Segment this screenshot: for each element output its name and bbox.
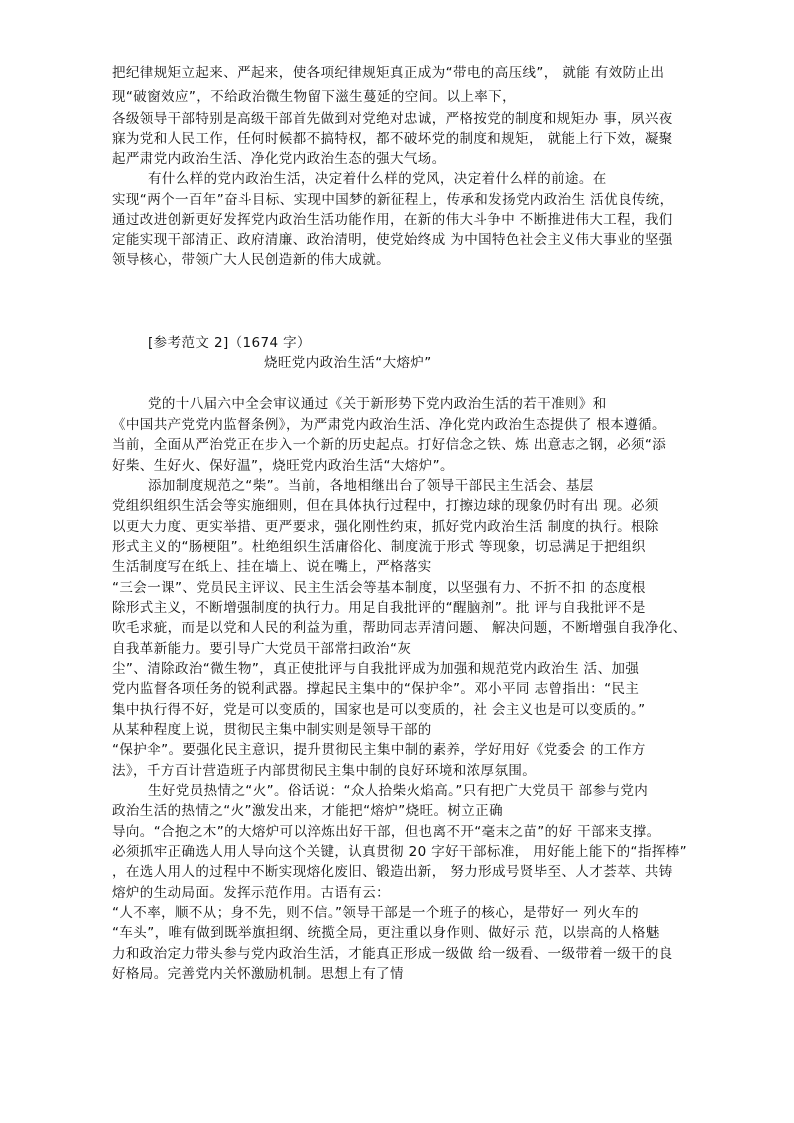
body-line: 好格局。完善党内关怀激励机制。思想上有了情 xyxy=(112,966,404,982)
body-line: 形式主义的“肠梗阻”。杜绝组织生活庸俗化、制度流于形式 等现象，切忌满足于把组织 xyxy=(112,539,646,555)
body-line: 把纪律规矩立起来、严起来，使各项纪律规矩真正成为“带电的高压线”， 就能 有效防止出 xyxy=(112,65,665,81)
body-line: 生好党员热情之“火”。俗话说：“众人拾柴火焰高。”只有把广大党员干 部参与党内 xyxy=(148,783,649,799)
body-line: 生活制度写在纸上、挂在墙上、说在嘴上，严格落实 xyxy=(112,559,432,575)
body-line: 添加制度规范之“柴”。当前，各地相继出台了领导干部民主生活会、基层 xyxy=(148,478,594,494)
body-line: 导向。“合抱之木”的大熔炉可以淬炼出好干部，但也离不开“毫末之苗”的好 干部来支撑。 xyxy=(112,824,661,840)
body-line: “车头”，唯有做到既举旗担纲、统揽全局，更注重以身作则、做好示 范，以崇高的人格魅 xyxy=(112,925,660,941)
body-line: 现“破窗效应”，不给政治微生物留下滋生蔓延的空间。以上率下， xyxy=(112,89,516,105)
article-title: 烧旺党内政治生活“大熔炉” xyxy=(264,355,432,371)
body-line: 以更大力度、更实举措、更严要求，强化刚性约束，抓好党内政治生活 制度的执行。根除 xyxy=(112,519,659,535)
body-line: “三会一课”、党员民主评议、民主生活会等基本制度，以坚强有力、不折不扣 的态度根 xyxy=(112,580,646,596)
body-line: 定能实现干部清正、政府清廉、政治清明，使党始终成 为中国特色社会主义伟大事业的坚强 xyxy=(112,232,673,248)
section-heading: [参考范文 2]（1674 字） xyxy=(148,335,311,351)
body-line: 《中国共产党党内监督条例》，为严肃党内政治生活、净化党内政治生态提供了 根本遵循。 xyxy=(112,417,666,433)
body-line: 法》，千方百计营造班子内部贯彻民主集中制的良好环境和浓厚氛围。 xyxy=(112,763,537,779)
body-line: 通过改进创新更好发挥党内政治生活功能作用，在新的伟大斗争中 不断推进伟大工程，我们 xyxy=(112,212,673,228)
body-line: 领导核心，带领广大人民创造新的伟大成就。 xyxy=(112,252,390,268)
body-line: 从某种程度上说，贯彻民主集中制实则是领导干部的 xyxy=(112,722,432,738)
body-line: 实现“两个一百年”奋斗目标、实现中国梦的新征程上，传承和发扬党内政治生 活优良传统， xyxy=(112,192,674,208)
body-line: 除形式主义，不断增强制度的执行力。用足自我批评的“醒脑剂”。批 评与自我批评不是 xyxy=(112,600,646,616)
body-line: 尘”、清除政治“微生物”，真正使批评与自我批评成为加强和规范党内政治生 活、加强 xyxy=(112,661,640,677)
body-line: 当前，全面从严治党正在步入一个新的历史起点。打好信念之铁、炼 出意志之钢，必须“添 xyxy=(112,437,667,453)
body-line: 熔炉的生动局面。发挥示范作用。古语有云： xyxy=(112,885,390,901)
body-line: 自我革新能力。要引导广大党员干部常扫政治“灰 xyxy=(112,641,412,657)
body-line: ，在选人用人的过程中不断实现熔化废旧、锻造出新， 努力形成号贤毕至、人才荟萃、共铸 xyxy=(112,864,673,880)
body-line: 集中执行得不好，党是可以变质的，国家也是可以变质的，社 会主义也是可以变质的。” xyxy=(112,702,646,718)
body-line: 吹毛求疵，而是以党和人民的利益为重，帮助同志弄清问题、 解决问题，不断增强自我净化、 xyxy=(112,620,687,636)
body-line: 党的十八届六中全会审议通过《关于新形势下党内政治生活的若干准则》和 xyxy=(148,396,607,412)
body-line: 寐为党和人民工作，任何时候都不搞特权，都不破坏党的制度和规矩， 就能上行下效，凝聚 xyxy=(112,131,673,147)
body-line: “人不率，顺不从；身不先，则不信。”领导干部是一个班子的核心，是带好一 列火车的 xyxy=(112,905,640,921)
body-line: 各级领导干部特别是高级干部首先做到对党绝对忠诚，严格按党的制度和规矩办 事，夙兴夜 xyxy=(112,111,673,127)
body-line: 党内监督各项任务的锐利武器。撑起民主集中的“保护伞”。邓小平同 志曾指出：“民主 xyxy=(112,681,640,697)
body-line: 力和政治定力带头参与党内政治生活，才能真正形成一级做 给一级看、一级带着一级干的良 xyxy=(112,946,673,962)
body-line: 起严肃党内政治生活、净化党内政治生态的强大气场。 xyxy=(112,151,446,167)
body-line: “保护伞”。要强化民主意识，提升贯彻民主集中制的素养，学好用好《党委会 的工作方 xyxy=(112,742,646,758)
body-line: 政治生活的热情之“火”激发出来，才能把“熔炉”烧旺。树立正确 xyxy=(112,803,503,819)
body-line: 好柴、生好火、保好温”，烧旺党内政治生活“大熔炉”。 xyxy=(112,458,454,474)
body-line: 必须抓牢正确选人用人导向这个关键，认真贯彻 20 字好干部标准， 用好能上能下的“指挥棒” xyxy=(112,844,688,860)
body-line: 党组织组织生活会等实施细则，但在具体执行过程中，打擦边球的现象仍时有出 现。必须 xyxy=(112,498,659,514)
body-line: 有什么样的党内政治生活，决定着什么样的党风，决定着什么样的前途。在 xyxy=(148,171,607,187)
